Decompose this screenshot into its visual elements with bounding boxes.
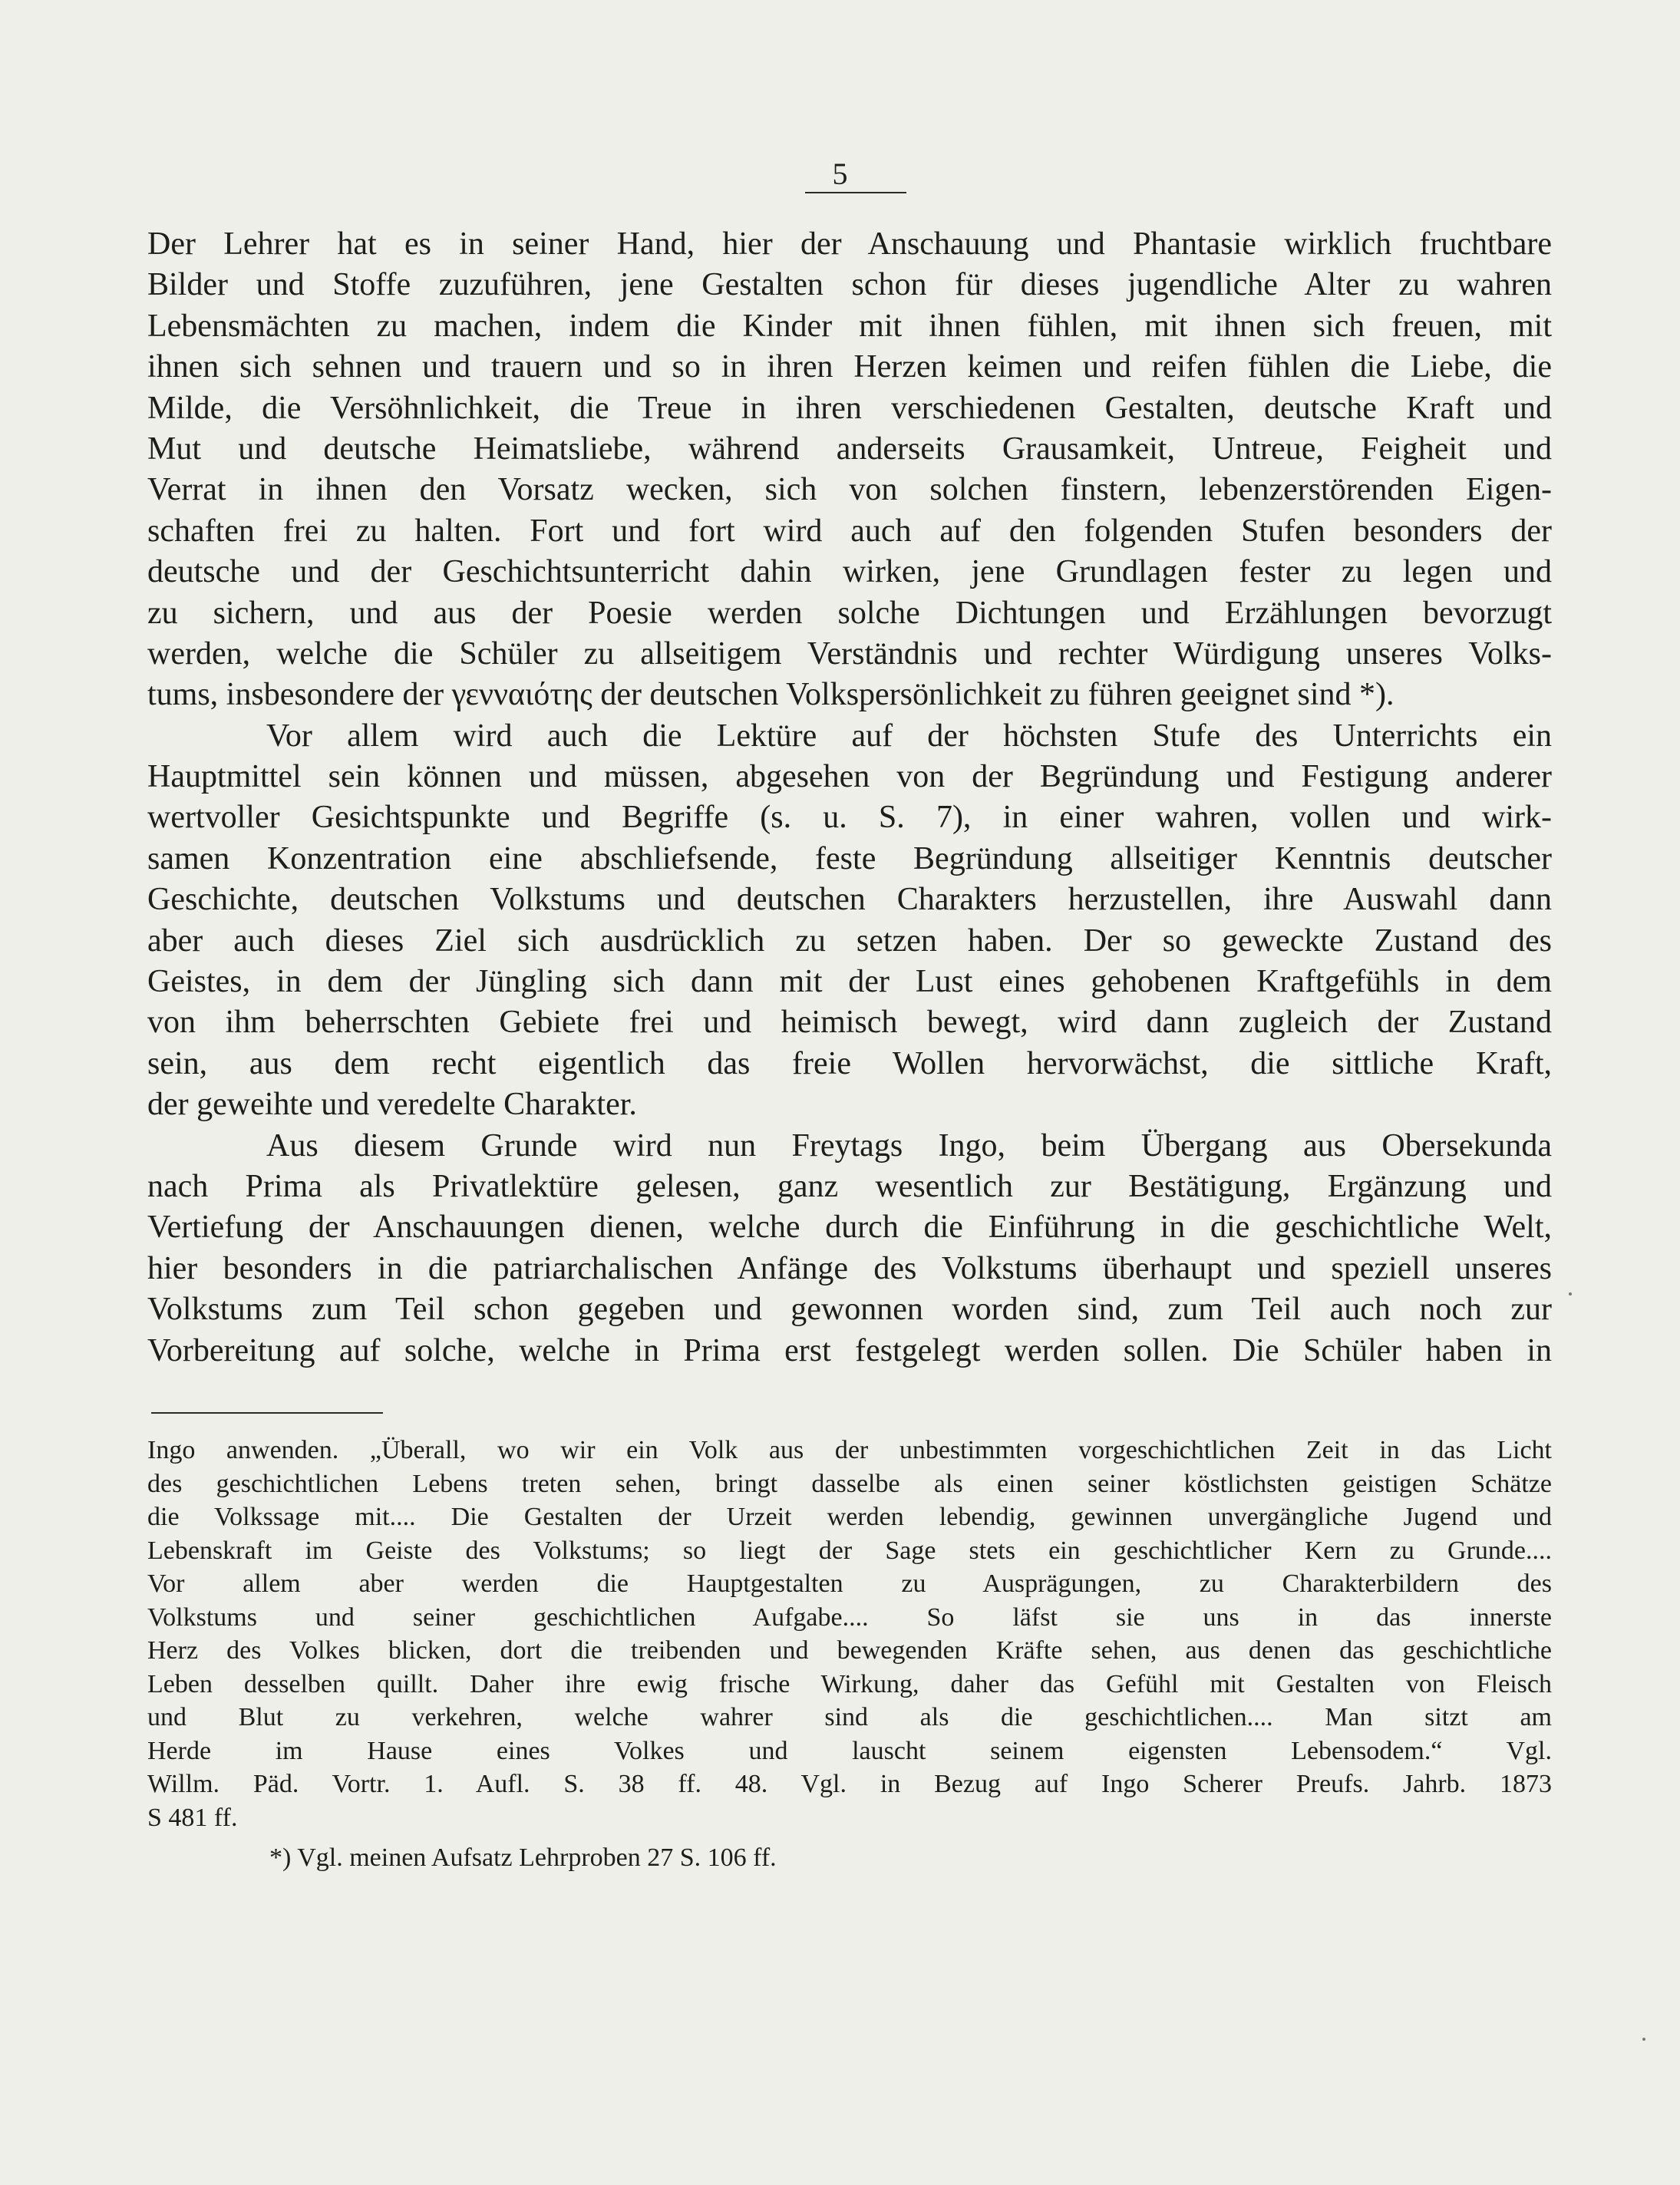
body-line: Vor allem wird auch die Lektüre auf der höchsten Stufe des Unterrichts ein: [266, 718, 1552, 754]
body-line: samen Konzentration eine abschliefsende, feste Begründung allseitiger Kenntnis deutscher: [147, 840, 1552, 876]
body-line: deutsche und der Geschichtsunterricht dahin wirken, jene Grundlagen fester zu legen und: [147, 554, 1552, 590]
body-line: Geschichte, deutschen Volkstums und deutschen Charakters herzustellen, ihre Auswahl dann: [147, 882, 1552, 918]
body-line: Lebensmächten zu machen, indem die Kinder mit ihnen fühlen, mit ihnen sich freuen, mit: [147, 308, 1552, 344]
footnote-line: die Volkssage mit.... Die Gestalten der Urzeit werden lebendig, gewinnen unvergängliche Jugend und: [147, 1503, 1552, 1531]
footnote-line: Willm. Päd. Vortr. 1. Aufl. S. 38 ff. 48. Vgl. in Bezug auf Ingo Scherer Preufs. Jahrb. 1873: [147, 1770, 1552, 1798]
body-line: aber auch dieses Ziel sich ausdrücklich zu setzen haben. Der so geweckte Zustand des: [147, 923, 1552, 959]
footnote-line: und Blut zu verkehren, welche wahrer sind als die geschichtlichen.... Man sitzt am: [147, 1703, 1552, 1731]
footnote-rule: [151, 1412, 383, 1414]
body-line: Aus diesem Grunde wird nun Freytags Ingo, beim Übergang aus Obersekunda: [266, 1127, 1552, 1163]
footnote-line: Herde im Hause eines Volkes und lauscht seinem eigensten Lebensodem.“ Vgl.: [147, 1736, 1552, 1765]
speck-mark: [1569, 1292, 1572, 1295]
footnote-line: Herz des Volkes blicken, dort die treibenden und bewegenden Kräfte sehen, aus denen das geschichtliche: [147, 1636, 1552, 1665]
body-line: wertvoller Gesichtspunkte und Begriffe (s. u. S. 7), in einer wahren, vollen und wirk-: [147, 800, 1552, 836]
body-line: werden, welche die Schüler zu allseitigem Verständnis und rechter Würdigung unseres Volks-: [147, 635, 1552, 672]
body-line: Vorbereitung auf solche, welche in Prima erst festgelegt werden sollen. Die Schüler haben in: [147, 1332, 1552, 1368]
body-line: Hauptmittel sein können und müssen, abgesehen von der Begründung und Festigung anderer: [147, 759, 1552, 795]
body-line: Bilder und Stoffe zuzuführen, jene Gestalten schon für dieses jugendliche Alter zu wahren: [147, 267, 1552, 303]
footnote-text: [147, 1434, 1552, 1834]
body-line: schaften frei zu halten. Fort und fort wird auch auf den folgenden Stufen besonders der: [147, 513, 1552, 549]
footnote-line: Lebenskraft im Geiste des Volkstums; so liegt der Sage stets ein geschichtlicher Kern zu Grunde....: [147, 1536, 1552, 1565]
body-line: Vertiefung der Anschauungen dienen, welche durch die Einführung in die geschichtliche Welt,: [147, 1210, 1552, 1246]
body-line: der geweihte und veredelte Charakter.: [147, 1087, 637, 1123]
body-line: Der Lehrer hat es in seiner Hand, hier der Anschauung und Phantasie wirklich fruchtbare: [147, 226, 1552, 262]
body-line: Volkstums zum Teil schon gegeben und gewonnen worden sind, zum Teil auch noch zur: [147, 1292, 1552, 1328]
speck-mark: [1642, 2038, 1645, 2041]
body-line: Milde, die Versöhnlichkeit, die Treue in ihren verschiedenen Gestalten, deutsche Kraft und: [147, 390, 1552, 426]
footnote-line: Ingo anwenden. „Überall, wo wir ein Volk aus der unbestimmten vorgeschichtlichen Zeit in das Licht: [147, 1436, 1552, 1464]
body-line: tums, insbesondere der γενναιότης der deutschen Volkspersönlichkeit zu führen geeignet sind *).: [147, 677, 1394, 713]
body-text: [147, 224, 1552, 1371]
body-line: zu sichern, und aus der Poesie werden solche Dichtungen und Erzählungen bevorzugt: [147, 595, 1552, 631]
page-number-rule: [805, 192, 906, 193]
body-line: Verrat in ihnen den Vorsatz wecken, sich von solchen finstern, lebenzerstörenden Eigen-: [147, 472, 1552, 508]
body-line: Geistes, in dem der Jüngling sich dann mit der Lust eines gehobenen Kraftgefühls in dem: [147, 964, 1552, 1000]
body-line: von ihm beherrschten Gebiete frei und heimisch bewegt, wird dann zugleich der Zustand: [147, 1005, 1552, 1041]
footnote-line: S 481 ff.: [147, 1803, 238, 1832]
body-line: hier besonders in die patriarchalischen Anfänge des Volkstums überhaupt und speziell unseres: [147, 1250, 1552, 1286]
body-line: sein, aus dem recht eigentlich das freie Wollen hervorwächst, die sittliche Kraft,: [147, 1045, 1552, 1081]
footnote-line: Vor allem aber werden die Hauptgestalten zu Ausprägungen, zu Charakterbildern des: [147, 1569, 1552, 1598]
body-line: Mut und deutsche Heimatsliebe, während anderseits Grausamkeit, Untreue, Feigheit und: [147, 431, 1552, 467]
footnote-line: des geschichtlichen Lebens treten sehen, bringt dasselbe als einen seiner köstlichsten geistigen Schätze: [147, 1469, 1552, 1498]
body-line: ihnen sich sehnen und trauern und so in ihren Herzen keimen und reifen fühlen die Liebe, die: [147, 349, 1552, 385]
footnote-line: Leben desselben quillt. Daher ihre ewig frische Wirkung, daher das Gefühl mit Gestalten von Fleisch: [147, 1669, 1552, 1698]
page-number: 5: [832, 157, 848, 191]
body-line: nach Prima als Privatlektüre gelesen, ganz wesentlich zur Bestätigung, Ergänzung und: [147, 1168, 1552, 1204]
star-footnote: *) Vgl. meinen Aufsatz Lehrproben 27 S. 106 ff.: [269, 1843, 777, 1872]
footnote-line: Volkstums und seiner geschichtlichen Aufgabe.... So läfst sie uns in das innerste: [147, 1602, 1552, 1632]
